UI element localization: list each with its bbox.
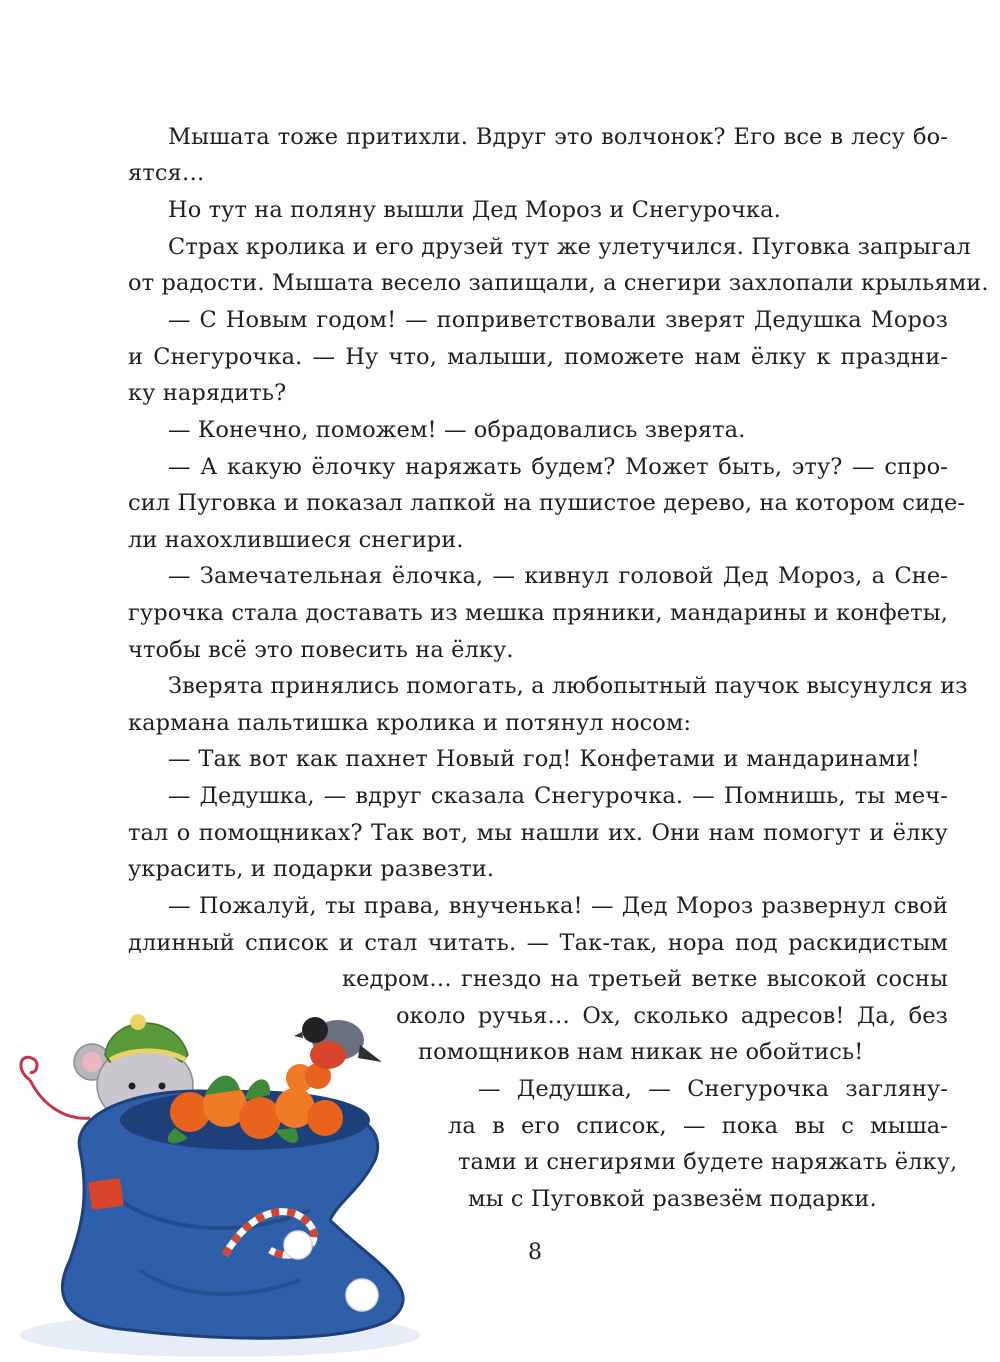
bullfinch-beak [294,1032,303,1038]
paragraph-line: от радости. Мышата весело запищали, а снегири захлопали крыльями. [128,270,989,296]
mouse-eye-right [159,1083,166,1090]
paragraph-line: — Замечательная ёлочка, — кивнул головой Дед Мороз, а Сне- [168,563,948,589]
paragraph-line: ятся… [128,160,205,186]
mouse-with-gift-sack-illustration [10,1000,440,1362]
paragraph-line: — А какую ёлочку наряжать будем? Может быть, эту? — спро- [168,454,948,480]
paragraph-line: Но тут на поляну вышли Дед Мороз и Снегурочка. [168,197,781,223]
pompom [346,1279,378,1311]
mandarin [170,1092,210,1132]
paragraph-line: ку нарядить? [128,380,287,406]
bullfinch-tail [358,1045,382,1062]
bullfinch-breast [310,1041,346,1069]
paragraph-line: — Дедушка, — Снегурочка загляну- [478,1076,948,1102]
page-number: 8 [528,1240,542,1265]
paragraph-line: — Так вот как пахнет Новый год! Конфетами и мандаринами! [168,746,920,772]
paragraph-line: ли нахохлившиеся снегири. [128,527,464,553]
bullfinch [294,1017,382,1069]
bullfinch-head [302,1017,328,1043]
paragraph-line: Зверята принялись помогать, а любопытный паучок высунулся из [168,673,968,699]
mouse-eye-left [129,1083,136,1090]
paragraph-line: — С Новым годом! — поприветствовали зверят Дедушка Мороз [168,307,948,333]
paragraph-line: кедром… гнездо на третьей ветке высокой сосны [342,966,948,992]
pompom [284,1231,312,1259]
hat-pompom [130,1014,146,1030]
paragraph-line: тал о помощниках? Так вот, мы нашли их. Они нам помогут и ёлку [128,820,948,846]
paragraph-line: ла в его список, — пока вы с мыша- [448,1113,948,1139]
paragraph-line: — Пожалуй, ты права, внученька! — Дед Мороз развернул свой [168,893,948,919]
paragraph-line: кармана пальтишка кролика и потянул носом: [128,710,692,736]
paragraph-line: длинный список и стал читать. — Так-так, нора под раскидистым [128,930,948,956]
paragraph-line: мы с Пуговкой развезём подарки. [468,1186,877,1212]
paragraph-line: помощников нам никак не обойтись! [418,1039,864,1065]
mandarin [307,1100,343,1136]
paragraph-line: украсить, и подарки развезти. [128,856,495,882]
paragraph-line: Мышата тоже притихли. Вдруг это волчонок? Его все в лесу бо- [168,124,948,150]
paragraph-line: и Снегурочка. — Ну что, малыши, поможете нам ёлку к праздни- [128,344,948,370]
paragraph-line: гурочка стала доставать из мешка пряники, мандарины и конфеты, [128,600,948,626]
sack-patch [88,1178,124,1210]
mandarin [239,1097,281,1139]
paragraph-line: около ручья… Ох, сколько адресов! Да, без [396,1003,948,1029]
paragraph-line: — Конечно, поможем! — обрадовались зверята. [168,417,746,443]
paragraph-line: — Дедушка, — вдруг сказала Снегурочка. — Помнишь, ты меч- [168,783,948,809]
paragraph-line: Страх кролика и его друзей тут же улетучился. Пуговка запрыгал [168,234,971,260]
mouse-ear-inner-left [82,1052,102,1072]
paragraph-line: сил Пуговка и показал лапкой на пушистое дерево, на котором сиде- [128,490,966,516]
paragraph-line: тами и снегирями будете наряжать ёлку, [458,1149,958,1175]
paragraph-line: чтобы всё это повесить на ёлку. [128,637,514,663]
